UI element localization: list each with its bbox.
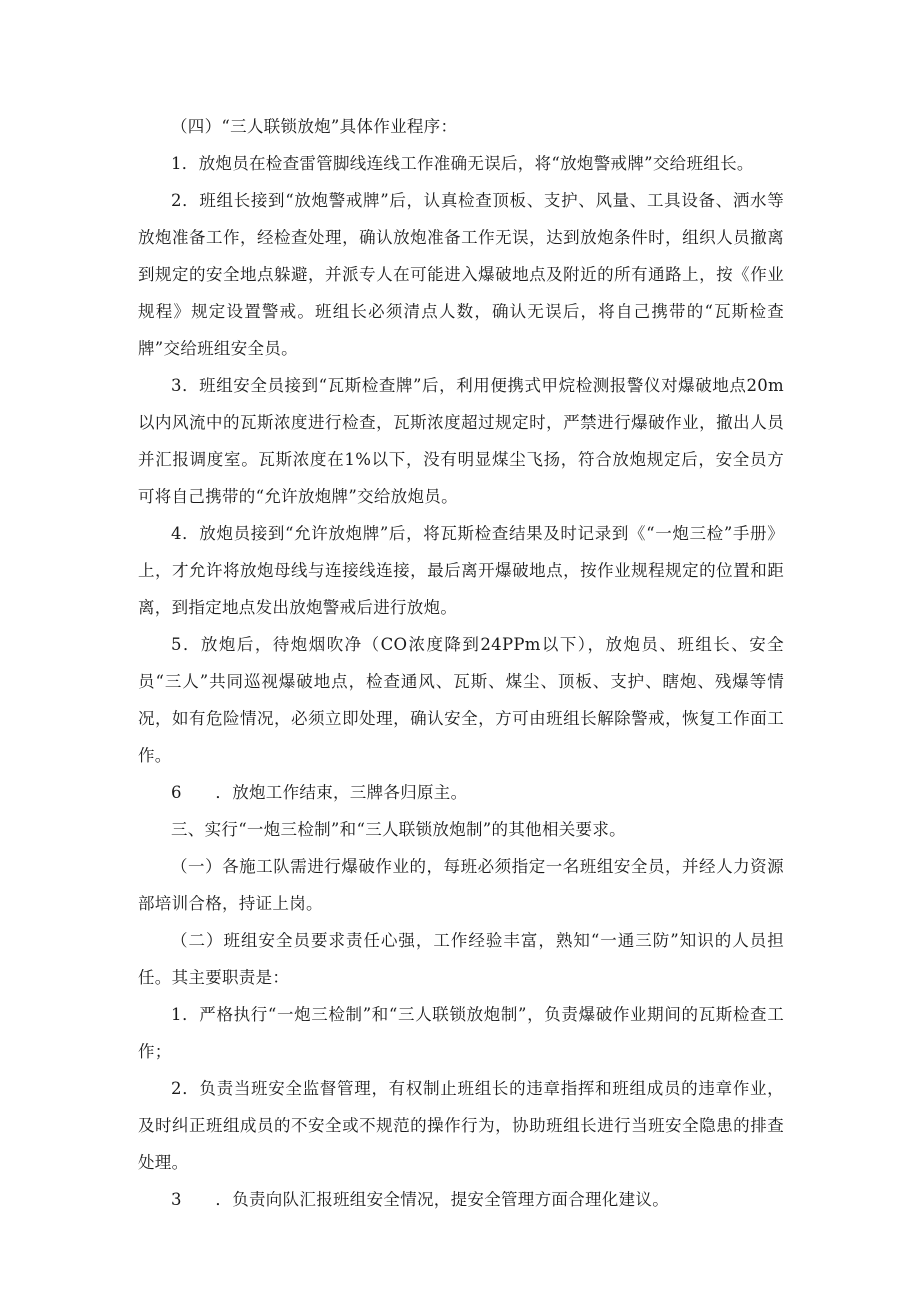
step-4-paragraph: 4．放炮员接到“允许放炮牌”后，将瓦斯检查结果及时记录到《“一炮三检”手册》上，才允许将放炮母线与连接线连接，最后离开爆破地点，按作业规程规定的位置和距离，到指定地点发出放炮警戒后进行放炮。 [138,524,784,617]
duty-1-paragraph: 1．严格执行“一炮三检制”和“三人联锁放炮制”，负责爆破作业期间的瓦斯检查工作； [138,1005,784,1061]
duty-2-paragraph: 2．负责当班安全监督管理，有权制止班组长的违章指挥和班组成员的违章作业，及时纠正班组成员的不安全或不规范的操作行为，协助班组长进行当班安全隐患的排查处理。 [138,1079,784,1172]
step-6-paragraph: 6 ．放炮工作结束，三牌各归原主。 [171,783,468,802]
requirement-one-paragraph: （一）各施工队需进行爆破作业的，每班必须指定一名班组安全员，并经人力资源部培训合格，持证上岗。 [138,857,784,913]
section-heading-four: （四）“三人联锁放炮”具体作业程序： [171,117,458,136]
step-5-paragraph: 5．放炮后，待炮烟吹净（CO浓度降到24PPm以下），放炮员、班组长、安全员“三人”共同巡视爆破地点，检查通风、瓦斯、煤尘、顶板、支护、瞎炮、残爆等情况，如有危险情况，必须立即处理，确认安全，方可由班组长解除警戒，恢复工作面工作。 [138,635,784,765]
requirement-two-paragraph: （二）班组安全员要求责任心强，工作经验丰富，熟知“一通三防”知识的人员担任。其主要职责是： [138,931,784,987]
step-3-paragraph: 3．班组安全员接到“瓦斯检查牌”后，利用便携式甲烷检测报警仪对爆破地点20m以内风流中的瓦斯浓度进行检查，瓦斯浓度超过规定时，严禁进行爆破作业，撤出人员并汇报调度室。瓦斯浓度在1%以下，没有明显煤尘飞扬，符合放炮规定后，安全员方可将自己携带的“允许放炮牌”交给放炮员。 [138,376,784,506]
duty-3-paragraph: 3 ．负责向队汇报班组安全情况，提安全管理方面合理化建议。 [171,1190,669,1209]
document-body [138,108,784,1218]
step-1-paragraph: 1．放炮员在检查雷管脚线连线工作准确无误后，将“放炮警戒牌”交给班组长。 [171,154,754,173]
section-heading-three: 三、实行“一炮三检制”和“三人联锁放炮制”的其他相关要求。 [171,820,626,839]
step-2-paragraph: 2．班组长接到“放炮警戒牌”后，认真检查顶板、支护、风量、工具设备、洒水等放炮准备工作，经检查处理，确认放炮准备工作无误，达到放炮条件时，组织人员撤离到规定的安全地点躲避，并派专人在可能进入爆破地点及附近的所有通路上，按《作业规程》规定设置警戒。班组长必须清点人数，确认无误后，将自己携带的“瓦斯检查牌”交给班组安全员。 [138,191,784,358]
